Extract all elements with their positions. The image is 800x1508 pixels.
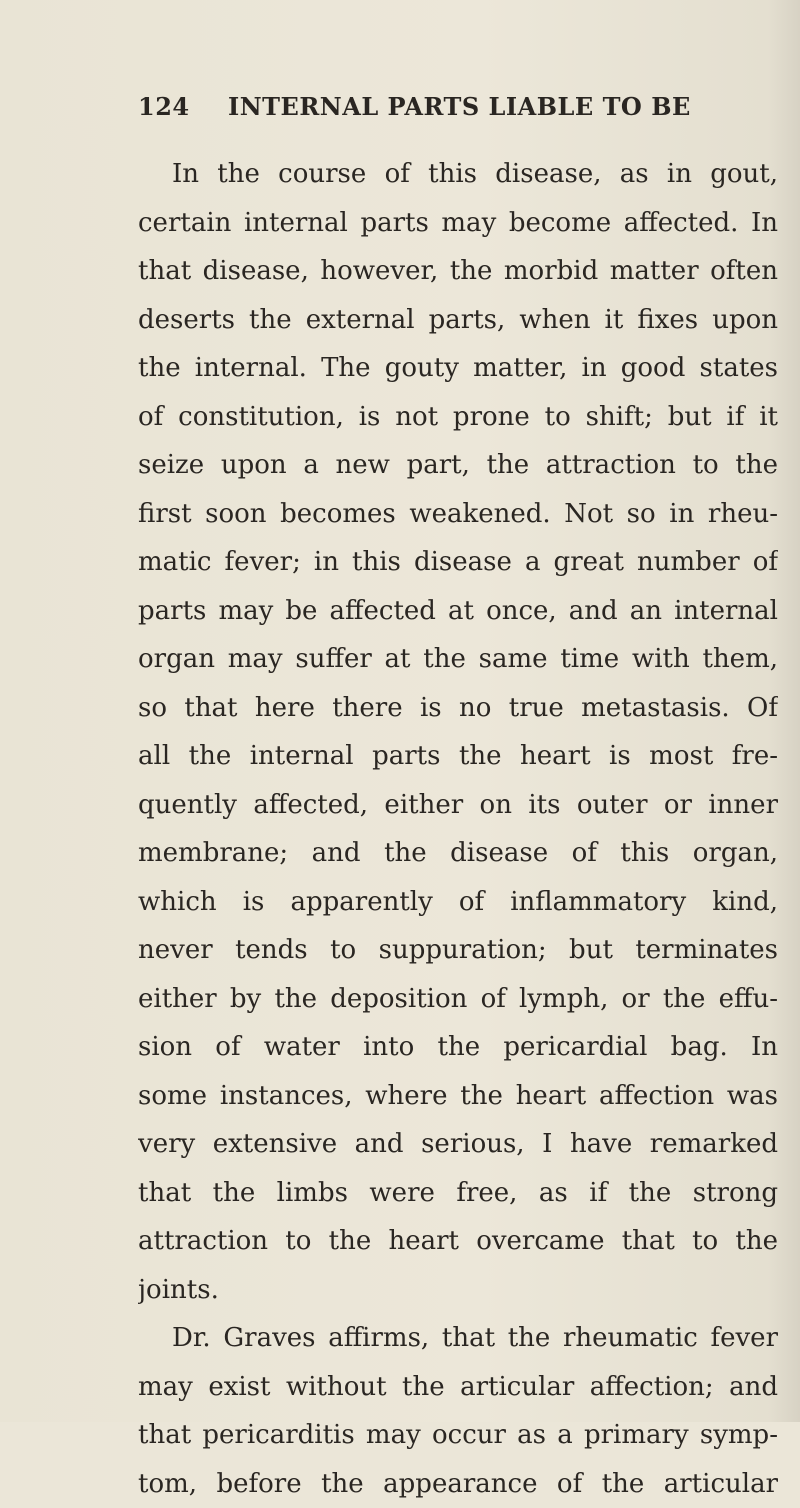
page-number: 124: [138, 92, 228, 121]
text-line: which is apparently of inflammatory kind,: [138, 878, 778, 927]
text-line: quently affected, either on its outer or inner: [138, 781, 778, 830]
text-line: Dr. Graves affirms, that the rheumatic fever: [138, 1314, 778, 1363]
text-line: organ may suffer at the same time with them,: [138, 635, 778, 684]
text-line: matic fever; in this disease a great number of: [138, 538, 778, 587]
text-line: membrane; and the disease of this organ,: [138, 829, 778, 878]
page-header: [138, 92, 778, 126]
running-head: INTERNAL PARTS LIABLE TO BE: [228, 92, 691, 121]
text-line: In the course of this disease, as in gout,: [138, 150, 778, 199]
text-line: sion of water into the pericardial bag. In: [138, 1023, 778, 1072]
text-line: of constitution, is not prone to shift; but if it: [138, 393, 778, 442]
text-line: first soon becomes weakened. Not so in rheu-: [138, 490, 778, 539]
text-line: all the internal parts the heart is most fre-: [138, 732, 778, 781]
text-line: seize upon a new part, the attraction to the: [138, 441, 778, 490]
text-line: so that here there is no true metastasis. Of: [138, 684, 778, 733]
text-line: some instances, where the heart affection was: [138, 1072, 778, 1121]
text-line: very extensive and serious, I have remarked: [138, 1120, 778, 1169]
body-text: [138, 150, 778, 1508]
text-line: never tends to suppuration; but terminates: [138, 926, 778, 975]
text-line: that disease, however, the morbid matter often: [138, 247, 778, 296]
text-line: that the limbs were free, as if the strong: [138, 1169, 778, 1218]
text-line: joints.: [138, 1266, 778, 1315]
text-line: certain internal parts may become affected. In: [138, 199, 778, 248]
text-line: tom, before the appearance of the articular: [138, 1460, 778, 1508]
text-line: either by the deposition of lymph, or the effu-: [138, 975, 778, 1024]
text-line: that pericarditis may occur as a primary symp-: [138, 1411, 778, 1460]
text-line: may exist without the articular affection; and: [138, 1363, 778, 1412]
text-line: parts may be affected at once, and an internal: [138, 587, 778, 636]
text-line: deserts the external parts, when it fixes upon: [138, 296, 778, 345]
text-line: the internal. The gouty matter, in good states: [138, 344, 778, 393]
text-line: attraction to the heart overcame that to the: [138, 1217, 778, 1266]
